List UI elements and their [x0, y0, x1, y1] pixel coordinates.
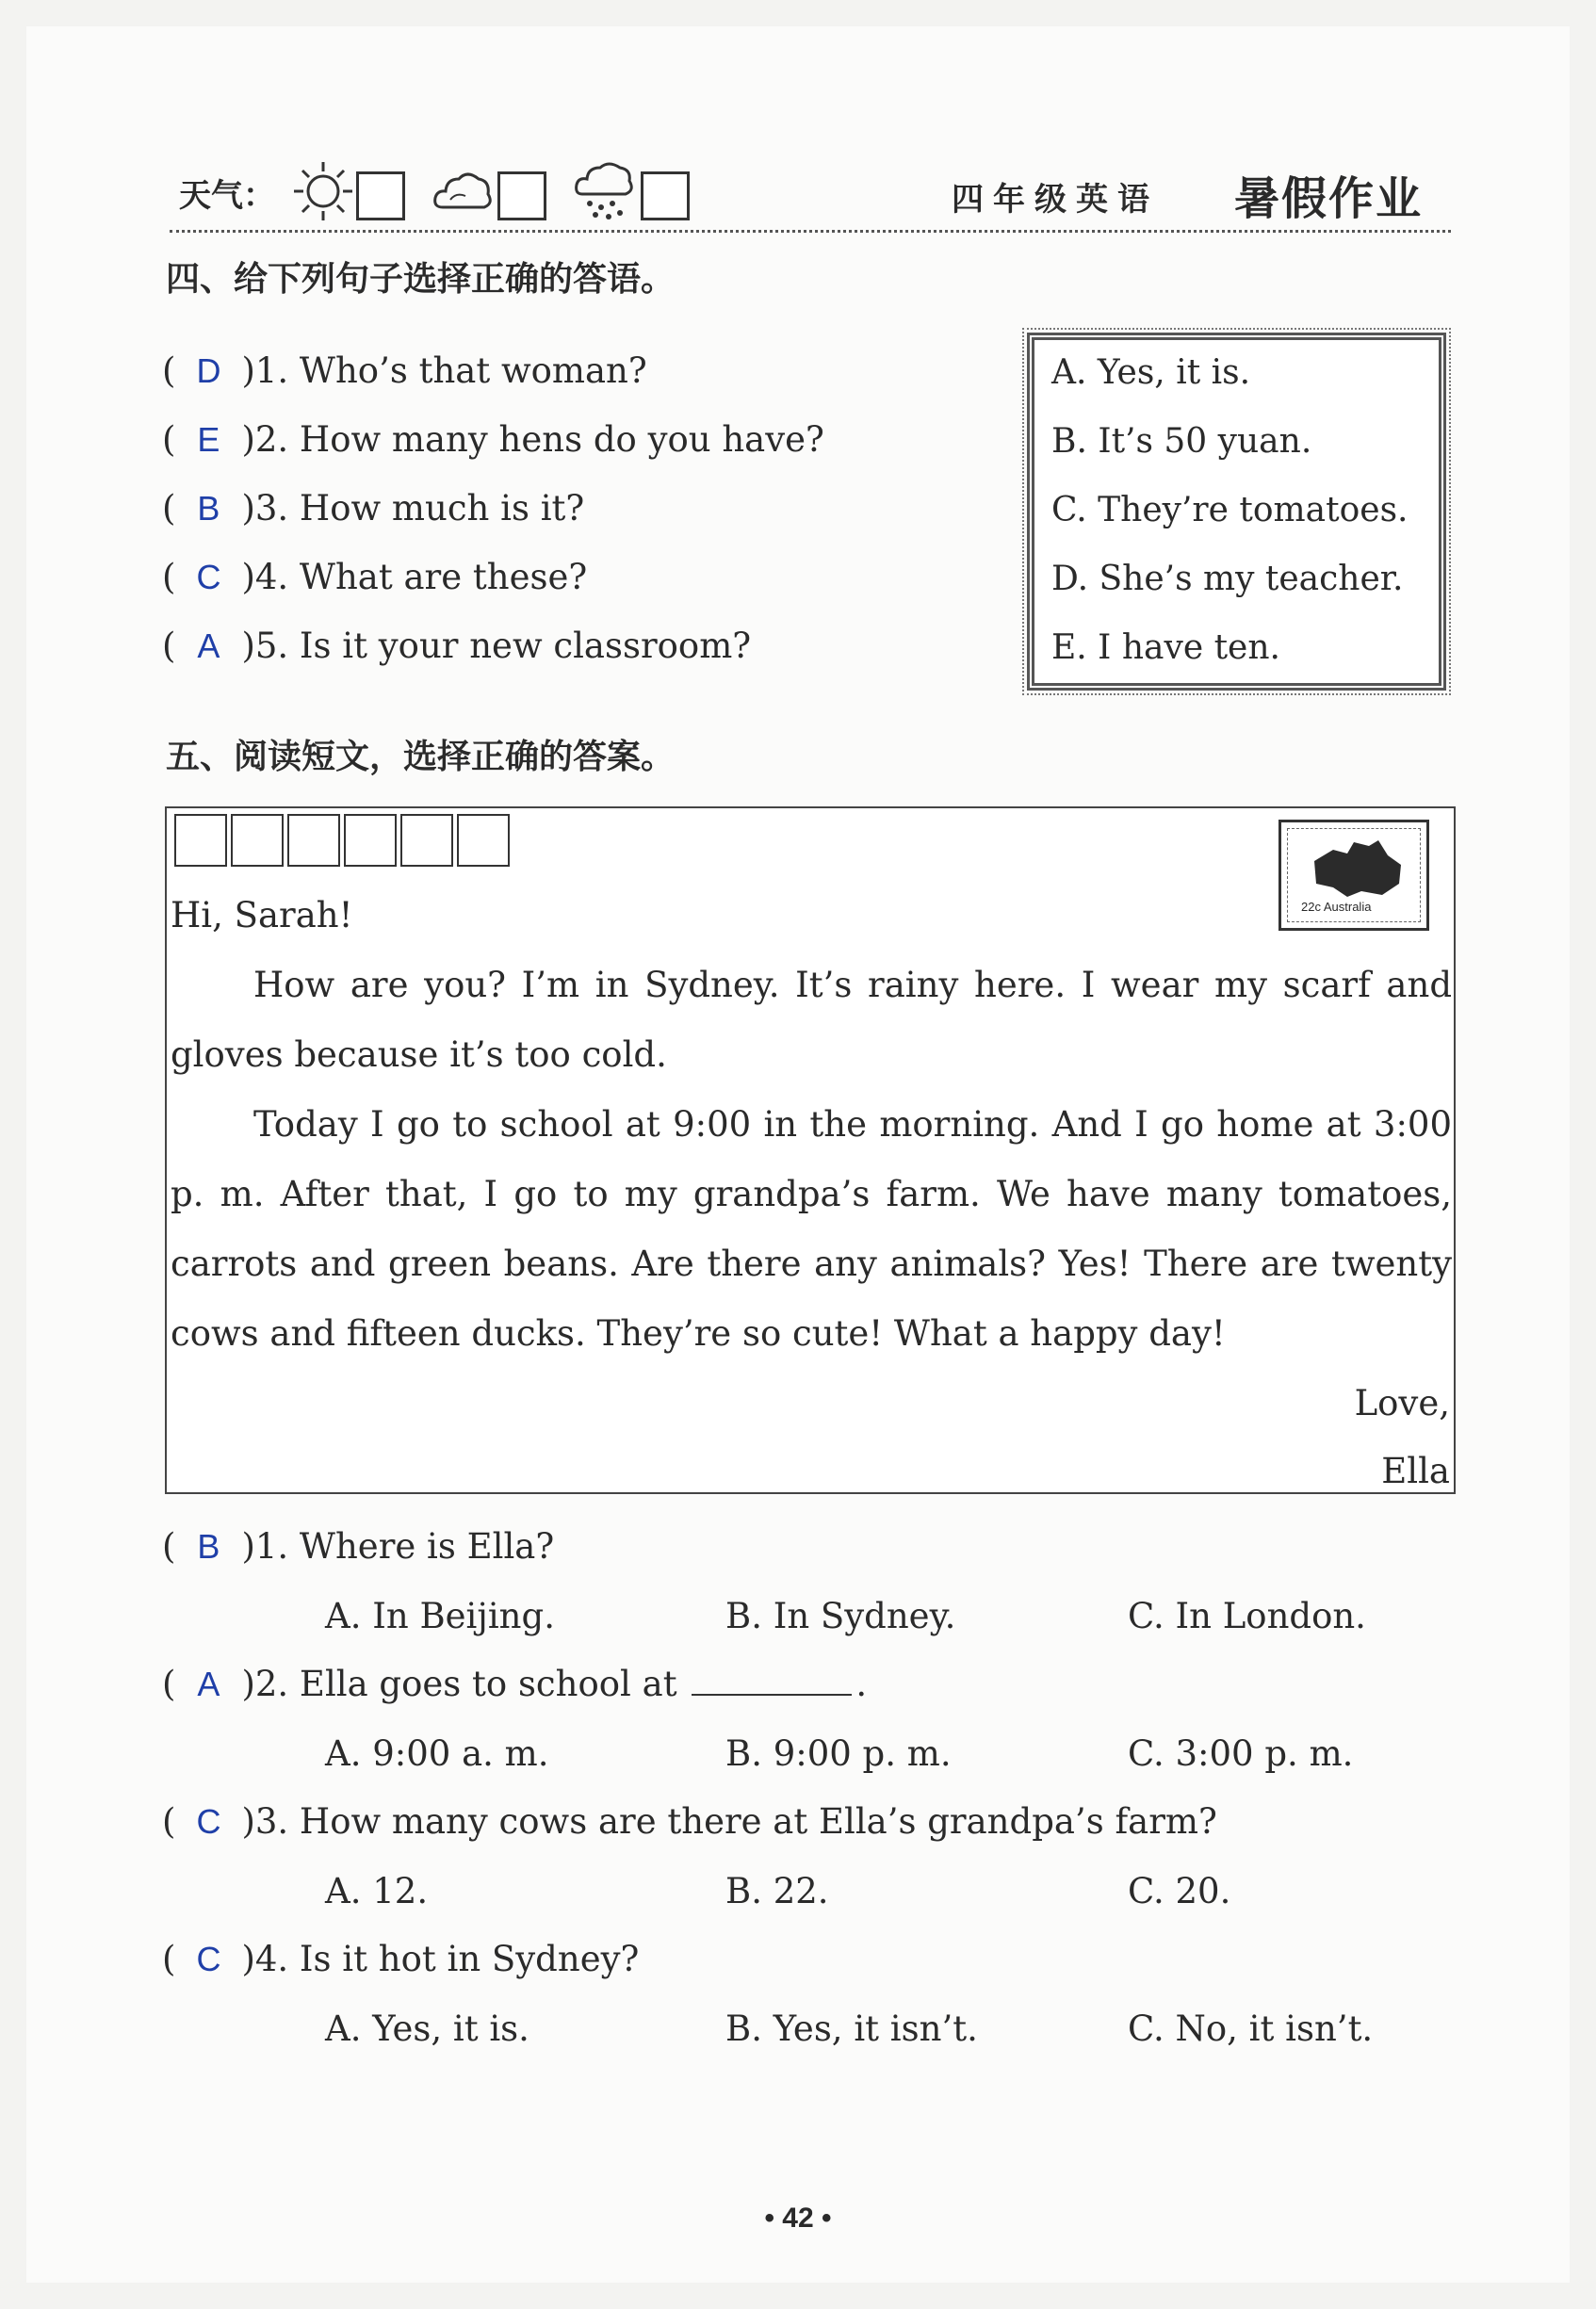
postcode-boxes	[174, 814, 510, 867]
s5-question-3: ( C )3. How many cows are there at Ella’s grandpa’s farm?	[162, 1801, 1217, 1842]
snow-cloud-icon	[573, 160, 635, 222]
s5-q2-option-c[interactable]: C. 3:00 p. m.	[1128, 1733, 1354, 1774]
s5-answer-1[interactable]: B	[197, 1527, 220, 1566]
s5-q1-option-b[interactable]: B. In Sydney.	[725, 1596, 956, 1636]
postcard	[165, 806, 1456, 1494]
s5-question-1: ( B )1. Where is Ella?	[162, 1526, 555, 1567]
section-5-title: 五、阅读短文，选择正确的答案。	[166, 738, 676, 776]
s4-answer-5[interactable]: A	[197, 626, 220, 665]
letter-line-6: cows and fifteen ducks. They’re so cute! What a happy day!	[171, 1313, 1226, 1354]
brand-title: 暑假作业	[1234, 172, 1424, 225]
header-divider	[170, 230, 1451, 233]
option-a: A. Yes, it is.	[1051, 353, 1251, 392]
page-header	[170, 160, 1451, 236]
s4-answer-3[interactable]: B	[197, 489, 220, 528]
s5-answer-3[interactable]: C	[196, 1802, 221, 1841]
options-box	[1027, 333, 1446, 691]
s5-question-2: ( A )2. Ella goes to school at .	[162, 1664, 868, 1704]
s4-question-2: ( E )2. How many hens do you have?	[162, 419, 824, 460]
s4-question-5: ( A )5. Is it your new classroom?	[162, 626, 752, 666]
s5-q1-option-a[interactable]: A. In Beijing.	[325, 1596, 555, 1636]
section-4-title: 四、给下列句子选择正确的答语。	[166, 260, 676, 299]
option-d: D. She’s my teacher.	[1051, 560, 1404, 598]
weather-label: 天气：	[179, 177, 275, 215]
sun-icon	[292, 160, 354, 222]
letter-greeting: Hi, Sarah!	[171, 895, 353, 935]
s5-answer-2[interactable]: A	[197, 1665, 220, 1703]
s5-q2-option-b[interactable]: B. 9:00 p. m.	[725, 1733, 952, 1774]
snowy-checkbox[interactable]	[641, 171, 690, 220]
letter-line-4: p. m. After that, I go to my grandpa’s farm. We have many tomatoes,	[171, 1174, 1452, 1214]
answer-blank[interactable]	[692, 1694, 852, 1696]
letter-signature: Ella	[1381, 1451, 1450, 1491]
s5-q2-option-a[interactable]: A. 9:00 a. m.	[325, 1733, 549, 1774]
grade-subject: 四年级英语	[952, 181, 1159, 219]
australia-map-icon	[1295, 833, 1418, 908]
letter-line-3: Today I go to school at 9:00 in the morning. And I go home at 3:00	[253, 1104, 1452, 1145]
letter-line-2: gloves because it’s too cold.	[171, 1034, 667, 1075]
s5-question-4: ( C )4. Is it hot in Sydney?	[162, 1939, 640, 1979]
option-b: B. It’s 50 yuan.	[1051, 422, 1312, 461]
s4-question-3: ( B )3. How much is it?	[162, 488, 585, 528]
s5-q4-option-c[interactable]: C. No, it isn’t.	[1128, 2008, 1374, 2049]
s4-question-4: ( C )4. What are these?	[162, 557, 588, 597]
s4-answer-1[interactable]: D	[196, 351, 221, 390]
s4-answer-2[interactable]: E	[197, 420, 220, 459]
s5-q4-option-b[interactable]: B. Yes, it isn’t.	[725, 2008, 978, 2049]
s4-answer-4[interactable]: C	[196, 558, 221, 596]
s4-question-1: ( D )1. Who’s that woman?	[162, 350, 647, 391]
s5-q4-option-a[interactable]: A. Yes, it is.	[325, 2008, 529, 2049]
s5-q1-option-c[interactable]: C. In London.	[1128, 1596, 1366, 1636]
option-e: E. I have ten.	[1051, 628, 1280, 667]
letter-line-5: carrots and green beans. Are there any animals? Yes! There are twenty	[171, 1244, 1452, 1284]
stamp-text: 22c Australia	[1301, 900, 1372, 914]
s5-q3-option-c[interactable]: C. 20.	[1128, 1871, 1231, 1911]
s5-q3-option-b[interactable]: B. 22.	[725, 1871, 829, 1911]
cloudy-checkbox[interactable]	[497, 171, 546, 220]
s5-q3-option-a[interactable]: A. 12.	[325, 1871, 429, 1911]
letter-closing: Love,	[1354, 1383, 1450, 1423]
page-number: • 42 •	[764, 2203, 832, 2234]
s5-answer-4[interactable]: C	[196, 1940, 221, 1978]
cloud-icon	[432, 160, 494, 222]
sunny-checkbox[interactable]	[356, 171, 405, 220]
stamp	[1278, 820, 1429, 931]
letter-line-1: How are you? I’m in Sydney. It’s rainy here. I wear my scarf and	[253, 965, 1452, 1005]
option-c: C. They’re tomatoes.	[1051, 491, 1409, 529]
